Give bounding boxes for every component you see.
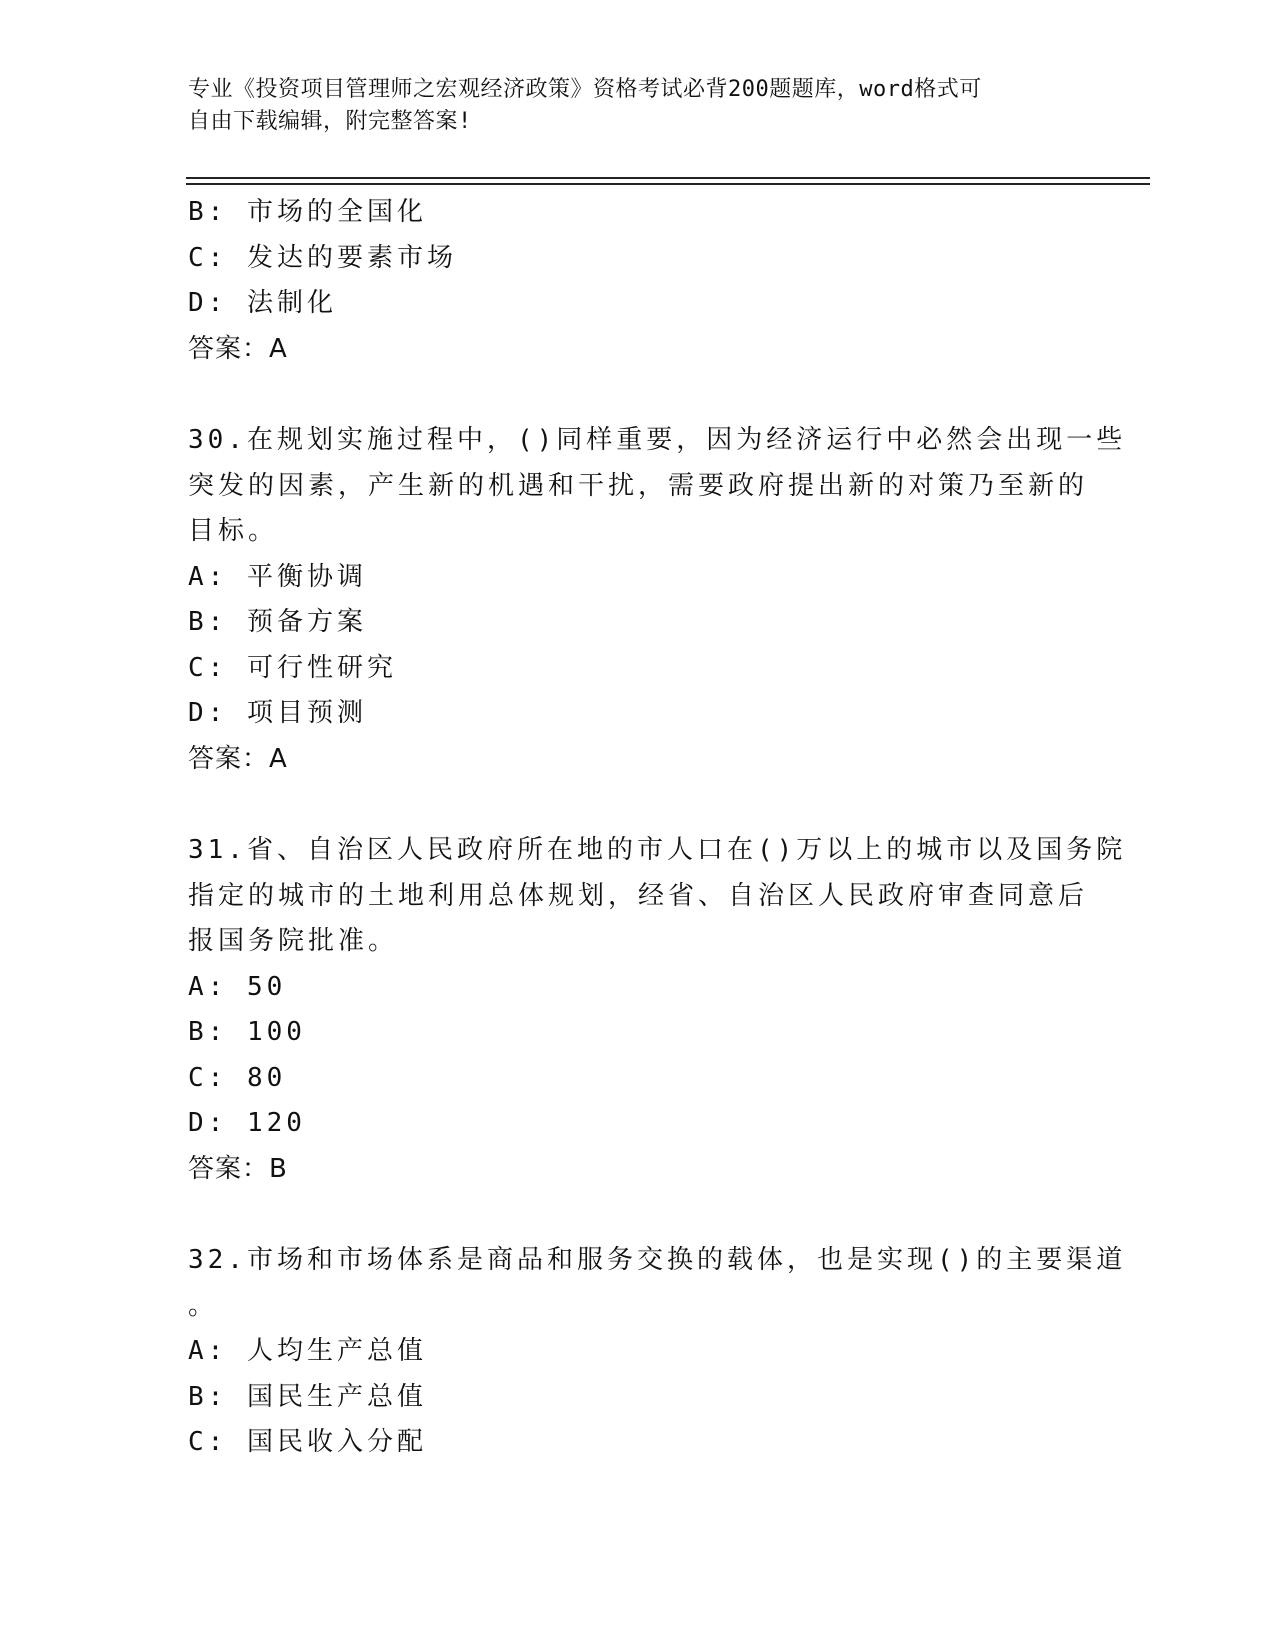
question-32	[188, 1238, 1127, 1466]
question-stem-line: 突发的因素，产生新的机遇和干扰，需要政府提出新的对策乃至新的	[188, 470, 1089, 501]
answer-text: 答案：A	[188, 743, 288, 774]
header-divider-top	[186, 177, 1150, 179]
option-b: B: 市场的全国化	[188, 197, 427, 227]
question-stem-line: 。	[188, 1290, 219, 1321]
question-30	[188, 418, 1127, 782]
option-c: C: 80	[188, 1062, 287, 1093]
header-divider-bottom	[186, 183, 1150, 185]
option-b: B: 100	[188, 1017, 306, 1047]
option-d: D: 法制化	[188, 288, 337, 318]
option-c: C: 发达的要素市场	[188, 242, 457, 273]
question-29-tail	[188, 190, 1088, 372]
option-b: B: 预备方案	[188, 607, 367, 637]
answer-text: 答案：B	[188, 1153, 288, 1184]
option-a: A: 50	[188, 971, 287, 1002]
option-c: C: 可行性研究	[188, 652, 397, 683]
option-c: C: 国民收入分配	[188, 1427, 427, 1457]
question-stem-line: 31.省、自治区人民政府所在地的市人口在()万以上的城市以及国务院	[188, 835, 1127, 865]
question-list	[188, 190, 1127, 1466]
question-stem-line: 32.市场和市场体系是商品和服务交换的载体，也是实现()的主要渠道	[188, 1245, 1127, 1275]
document-header	[188, 74, 1068, 138]
question-stem-line: 指定的城市的土地利用总体规划，经省、自治区人民政府审查同意后	[188, 880, 1089, 911]
question-31	[188, 828, 1127, 1192]
option-d: D: 120	[188, 1108, 306, 1138]
option-a: A: 平衡协调	[188, 561, 367, 592]
option-b: B: 国民生产总值	[188, 1381, 427, 1412]
question-stem-line: 报国务院批准。	[188, 926, 399, 956]
option-d: D: 项目预测	[188, 698, 367, 728]
question-stem-line: 目标。	[188, 516, 279, 546]
header-line-2: 自由下载编辑，附完整答案!	[188, 109, 472, 134]
answer-text: 答案：A	[188, 333, 288, 364]
question-stem-line: 30.在规划实施过程中，()同样重要，因为经济运行中必然会出现一些	[188, 425, 1127, 455]
header-line-1: 专业《投资项目管理师之宏观经济政策》资格考试必背200题题库，word格式可	[188, 77, 982, 102]
option-a: A: 人均生产总值	[188, 1336, 427, 1366]
